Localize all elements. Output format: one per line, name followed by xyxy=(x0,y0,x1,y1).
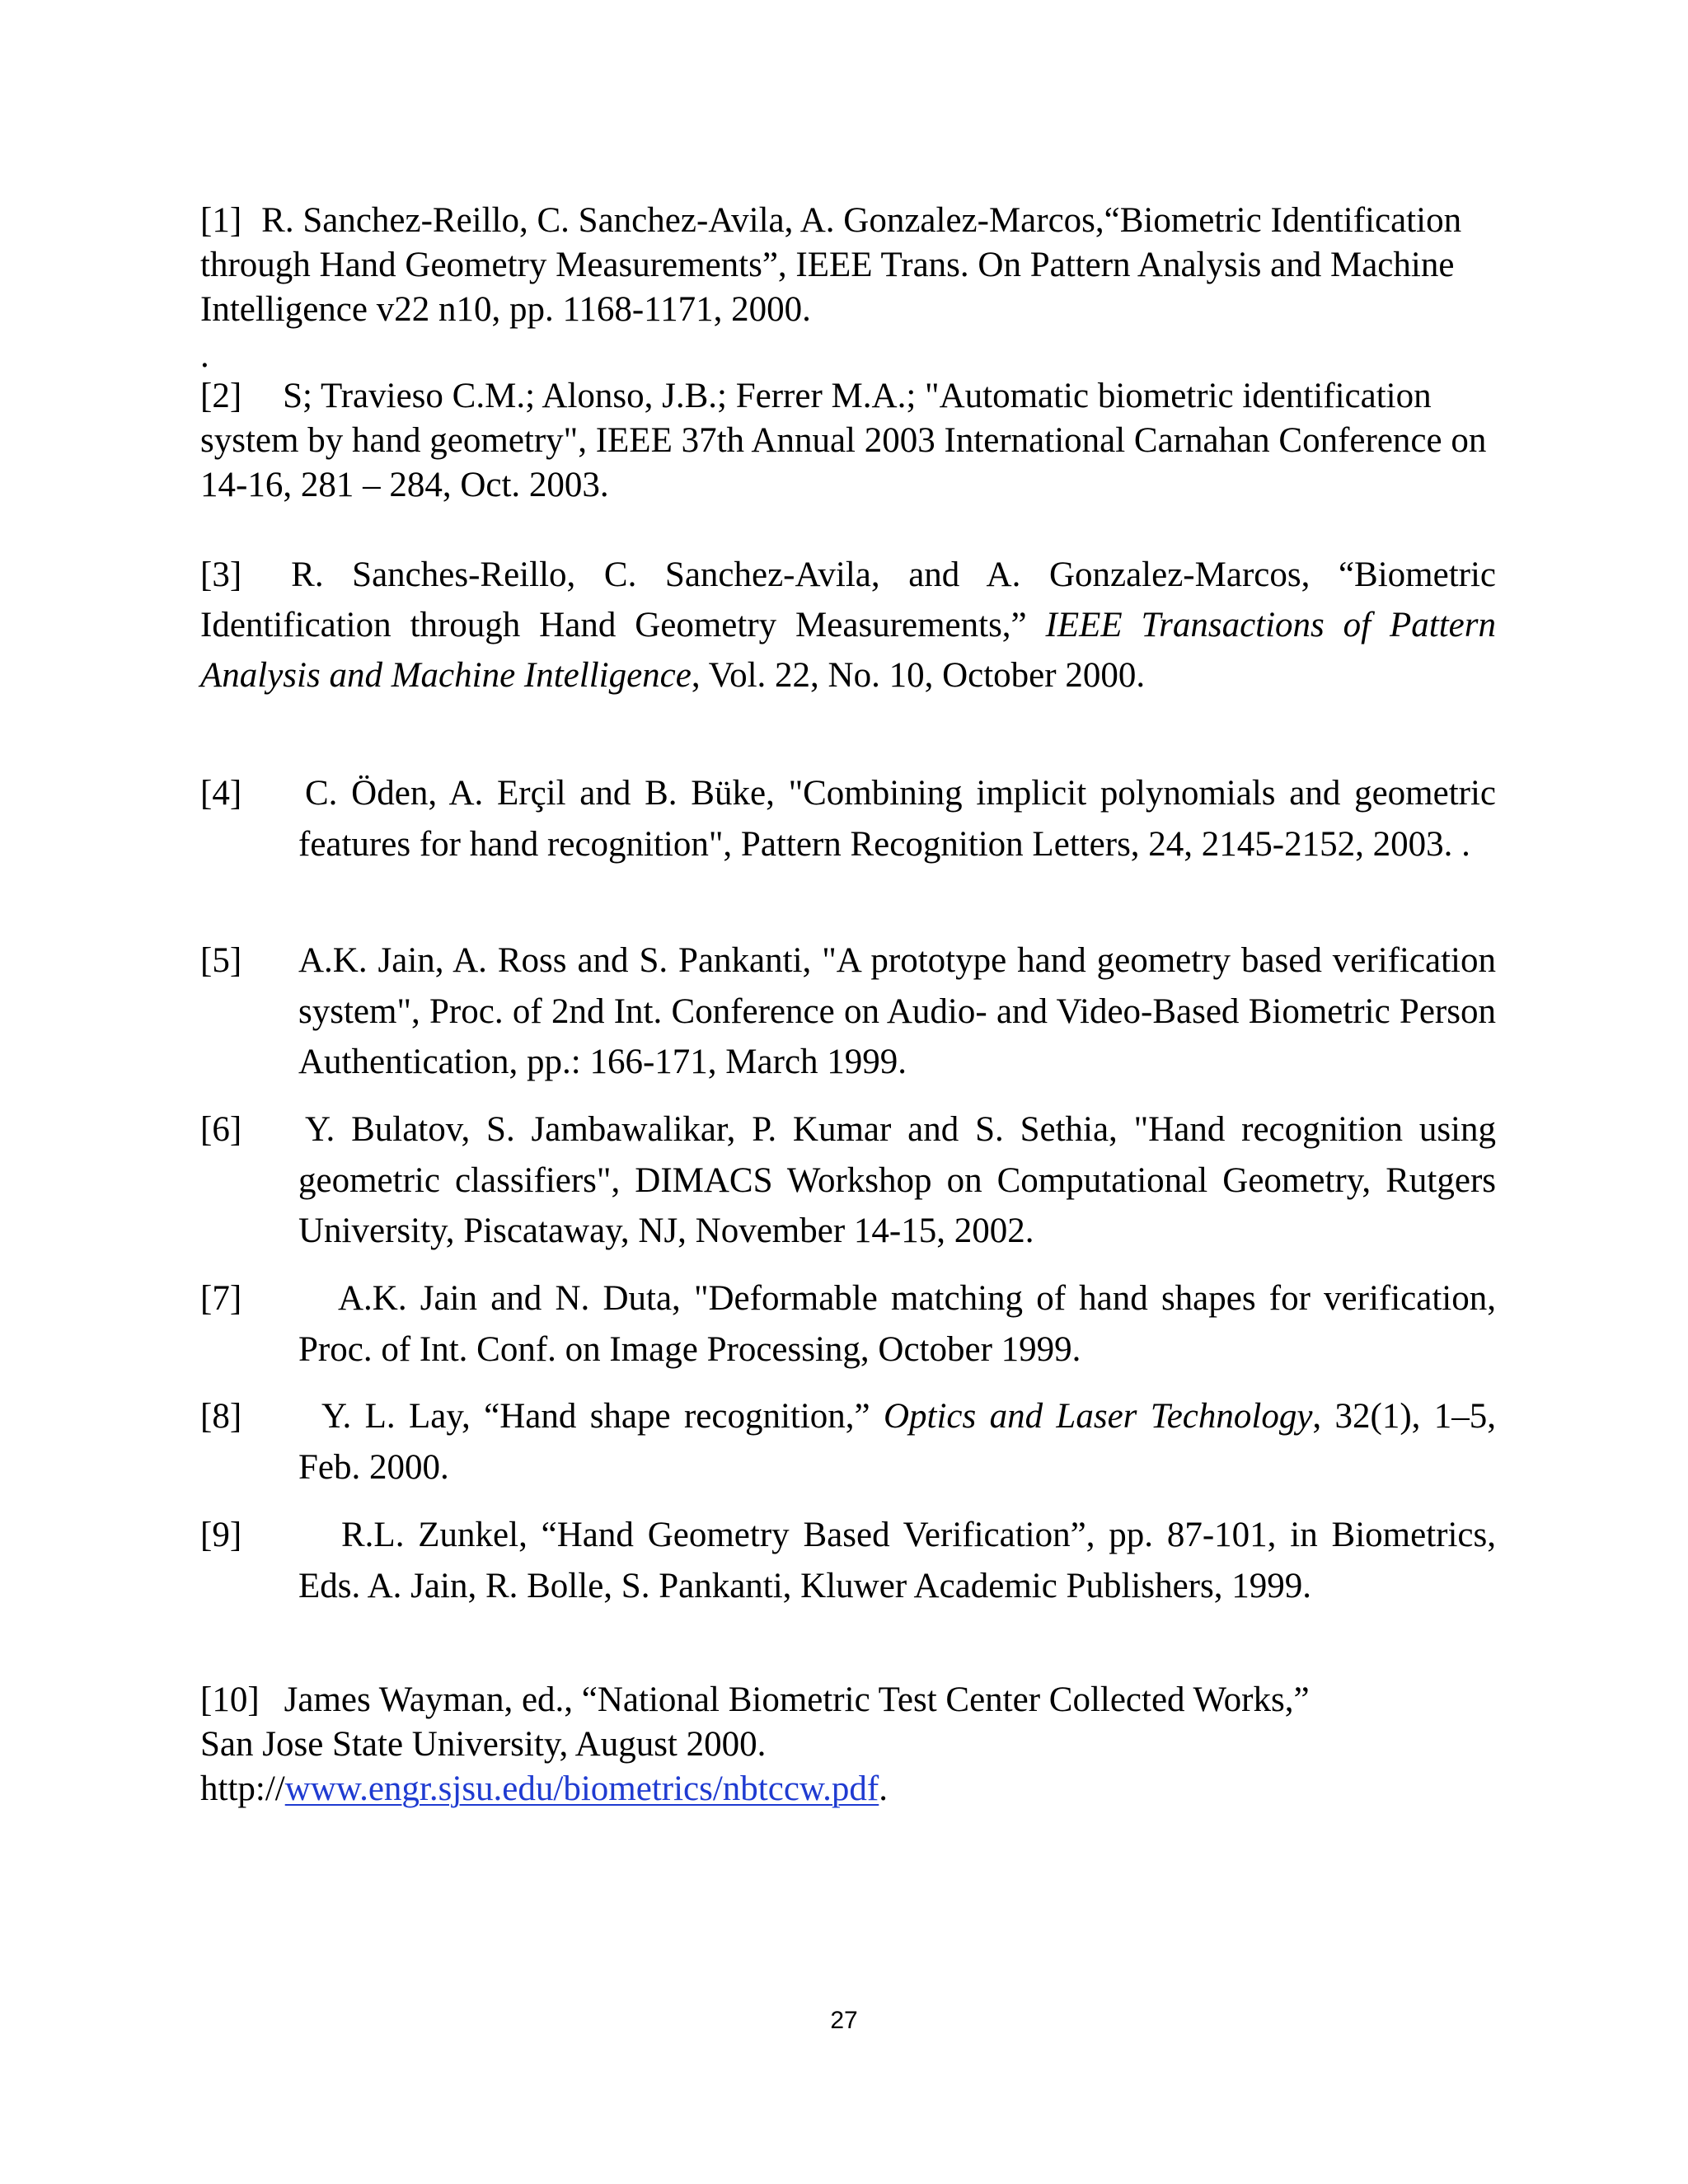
reference-5 xyxy=(200,935,1496,1088)
reference-line-2: San Jose State University, August 2000. xyxy=(200,1725,767,1764)
page-number: 27 xyxy=(830,2007,858,2034)
reference-7 xyxy=(200,1273,1496,1375)
reference-1 xyxy=(200,199,1496,332)
reference-text: S; Travieso C.M.; Alonso, J.B.; Ferrer M.A.; "Automatic biometric identification system by hand geometry", IEEE 37th Annual 2003 International Carnahan Conference on 14-16, 281 – 284, Oct. 2003. xyxy=(200,377,1487,504)
stray-dot: . xyxy=(200,336,209,375)
reference-number: [8] xyxy=(200,1397,242,1436)
reference-number: [1] xyxy=(200,201,242,240)
reference-number: [5] xyxy=(200,941,242,980)
reference-text: R.L. Zunkel, “Hand Geometry Based Verification”, pp. 87-101, in Biometrics, Eds. A. Jain, R. Bolle, S. Pankanti, Kluwer Academic Publishers, 1999. xyxy=(298,1516,1496,1605)
reference-text: A.K. Jain and N. Duta, "Deformable matching of hand shapes for verification, Proc. of Int. Conf. on Image Processing, October 1999. xyxy=(298,1279,1496,1369)
reference-3 xyxy=(200,550,1496,701)
url-suffix: . xyxy=(879,1769,888,1808)
reference-9 xyxy=(200,1510,1496,1611)
reference-4 xyxy=(200,768,1496,869)
reference-text: C. Öden, A. Erçil and B. Büke, "Combining implicit polynomials and geometric features for hand recognition", Pattern Recognition Letters, 24, 2145-2152, 2003. . xyxy=(298,774,1496,864)
reference-6 xyxy=(200,1104,1496,1257)
reference-10 xyxy=(200,1678,1496,1811)
reference-number: [9] xyxy=(200,1516,242,1554)
reference-number: [4] xyxy=(200,774,242,813)
reference-number: [2] xyxy=(200,377,242,415)
reference-text: A.K. Jain, A. Ross and S. Pankanti, "A prototype hand geometry based verification system", Proc. of 2nd Int. Conference on Audio- and Video-Based Biometric Person Authentication, pp.: 166-171, March 1999. xyxy=(298,941,1496,1081)
reference-text: Y. Bulatov, S. Jambawalikar, P. Kumar and S. Sethia, "Hand recognition using geometric classifiers", DIMACS Workshop on Computational Geometry, Rutgers University, Piscataway, NJ, November 14-15, 2002. xyxy=(298,1110,1496,1250)
journal-title: IEEE Transactions of Pattern Analysis and Machine Intelligence xyxy=(200,606,1496,695)
journal-title: Optics and Laser Technology xyxy=(883,1397,1313,1436)
reference-number: [6] xyxy=(200,1110,242,1149)
url-prefix: http:// xyxy=(200,1769,285,1808)
reference-line-1 xyxy=(200,1678,1496,1722)
reference-8 xyxy=(200,1391,1496,1493)
reference-url-link[interactable]: www.engr.sjsu.edu/biometrics/nbtccw.pdf xyxy=(284,1769,879,1808)
reference-text: R. Sanches-Reillo, C. Sanchez-Avila, and A. Gonzalez-Marcos, “Biometric Identification through Hand Geometry Measurements,” xyxy=(200,555,1496,644)
reference-text: James Wayman, ed., “National Biometric Test Center Collected Works,” xyxy=(284,1680,1310,1719)
reference-text-end: , Vol. 22, No. 10, October 2000. xyxy=(691,656,1146,695)
reference-text-end: , 32(1), 1–5, Feb. 2000. xyxy=(298,1397,1497,1487)
reference-number: [10] xyxy=(200,1680,260,1719)
reference-text: R. Sanchez-Reillo, C. Sanchez-Avila, A. Gonzalez-Marcos,“Biometric Identification through Hand Geometry Measurements”, IEEE Trans. On Pattern Analysis and Machine Intelligence v22 n10, pp. 1168-1171, 2000. xyxy=(200,201,1462,329)
reference-number: [7] xyxy=(200,1279,242,1318)
reference-number: [3] xyxy=(200,555,242,594)
reference-text: Y. L. Lay, “Hand shape recognition,” xyxy=(321,1397,884,1436)
reference-2 xyxy=(200,374,1496,508)
reference-url-line xyxy=(200,1767,1496,1811)
reference-text-block xyxy=(298,1391,1496,1493)
